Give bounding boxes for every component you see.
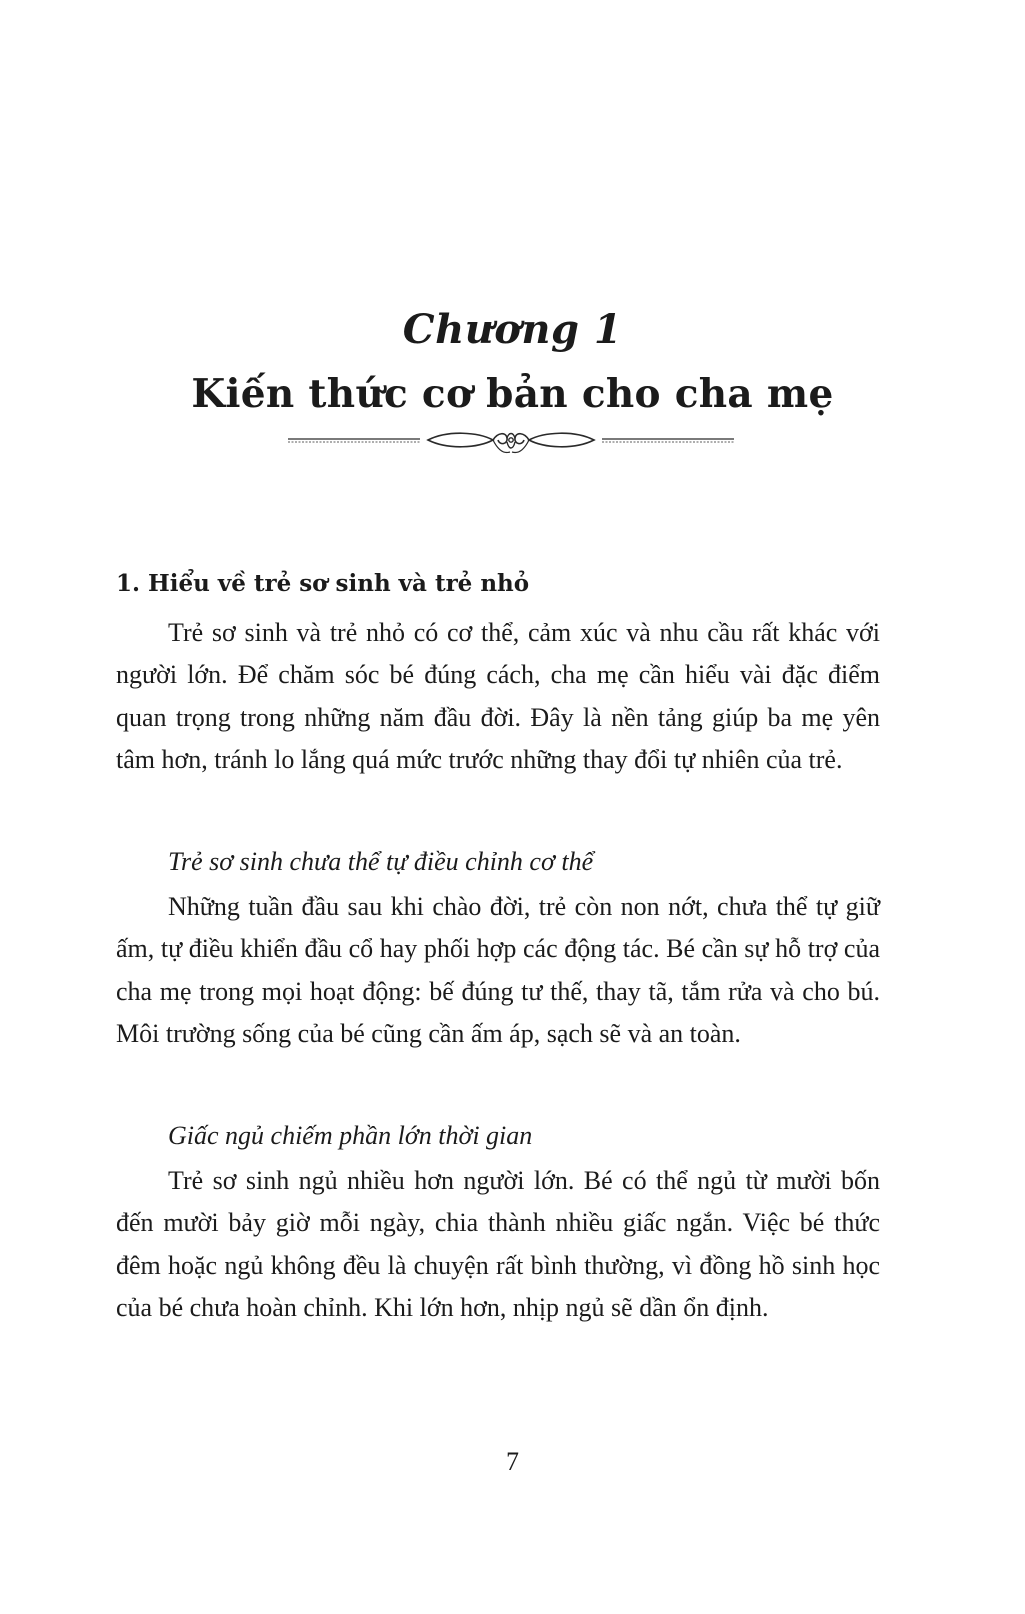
subsection-title: Giấc ngủ chiếm phần lớn thời gian [168,1121,533,1150]
subsection-title: Trẻ sơ sinh chưa thể tự điều chỉnh cơ thể [168,847,594,876]
page-number: 7 [506,1447,519,1476]
ornament-divider [288,428,734,458]
chapter-label: Chương 1 [402,306,623,353]
section-heading: 1. Hiểu về trẻ sơ sinh và trẻ nhỏ [116,570,530,597]
subsection-body: Trẻ sơ sinh ngủ nhiều hơn người lớn. Bé có thể ngủ từ mười bốn đến mười bảy giờ mỗi ngày, chia thành nhiều giấc ngắn. Việc bé thức đêm hoặc ngủ không đều là chuyện rất bình thường, vì đồng hồ sinh học của bé chưa hoàn chỉnh. Khi lớn hơn, nhịp ngủ sẽ dần ổn định. [116,1166,880,1322]
section-intro-paragraph: Trẻ sơ sinh và trẻ nhỏ có cơ thể, cảm xúc và nhu cầu rất khác với người lớn. Để chăm sóc bé đúng cách, cha mẹ cần hiểu vài đặc điểm quan trọng trong những năm đầu đời. Đây là nền tảng giúp ba mẹ yên tâm hơn, tránh lo lắng quá mức trước những thay đổi tự nhiên của trẻ. [116,618,880,774]
subsection-body: Những tuần đầu sau khi chào đời, trẻ còn non nớt, chưa thể tự giữ ấm, tự điều khiển đầu cổ hay phối hợp các động tác. Bé cần sự hỗ trợ của cha mẹ trong mọi hoạt động: bế đúng tư thế, thay tã, tắm rửa và cho bú. Môi trường sống của bé cũng cần ấm áp, sạch sẽ và an toàn. [116,892,880,1048]
chapter-title: Kiến thức cơ bản cho cha mẹ [191,371,834,417]
